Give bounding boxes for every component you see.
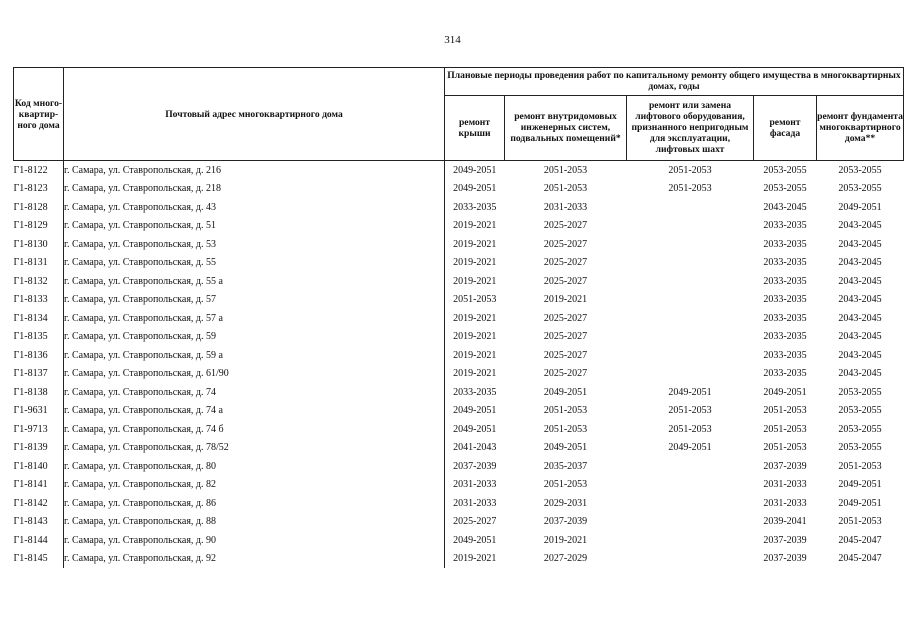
cell-code: Г1-8128 — [14, 198, 64, 217]
cell-facade: 2037-2039 — [763, 460, 807, 472]
cell-roof: 2019-2021 — [453, 349, 497, 361]
cell-code: Г1-8138 — [14, 383, 64, 402]
cell-code: Г1-9713 — [14, 420, 64, 439]
cell-foundation: 2043-2045 — [838, 257, 882, 269]
cell-roof: 2049-2051 — [453, 405, 497, 417]
cell-code: Г1-8134 — [14, 309, 64, 328]
cell-code: Г1-8123 — [14, 180, 64, 199]
header-elevator: ремонт или замена лифтового оборудования, признанного непригодным для эксплуатации, лифтовых шахт — [627, 95, 754, 160]
cell-address: г. Самара, ул. Ставропольская, д. 86 — [64, 494, 445, 513]
cell-systems: 2049-2051 — [543, 386, 588, 398]
table-row — [14, 402, 904, 421]
cell-facade: 2051-2053 — [763, 442, 807, 454]
cell-code: Г1-8144 — [14, 531, 64, 550]
cell-address: г. Самара, ул. Ставропольская, д. 57 — [64, 291, 445, 310]
header-systems: ремонт внутридомовых инженерных систем, подвальных помещений* — [505, 95, 627, 160]
cell-address: г. Самара, ул. Ставропольская, д. 82 — [64, 476, 445, 495]
header-code: Код много-квартир-ного дома — [14, 68, 64, 161]
cell-address: г. Самара, ул. Ставропольская, д. 90 — [64, 531, 445, 550]
cell-address: г. Самара, ул. Ставропольская, д. 88 — [64, 513, 445, 532]
cell-facade: 2031-2033 — [763, 479, 807, 491]
table-row — [14, 365, 904, 384]
cell-roof: 2019-2021 — [453, 238, 497, 250]
cell-systems: 2025-2027 — [543, 312, 588, 324]
cell-code: Г1-8133 — [14, 291, 64, 310]
table-row — [14, 383, 904, 402]
cell-foundation: 2043-2045 — [838, 294, 882, 306]
page-number: 314 — [444, 34, 461, 46]
cell-code: Г1-8132 — [14, 272, 64, 291]
header-periods: Плановые периоды проведения работ по капитальному ремонту общего имущества в многоквартирных домах, годы — [445, 68, 904, 96]
cell-elevator — [627, 235, 754, 254]
cell-systems: 2025-2027 — [543, 331, 588, 343]
table-row — [14, 531, 904, 550]
cell-code: Г1-8131 — [14, 254, 64, 273]
cell-elevator — [627, 457, 754, 476]
cell-facade: 2053-2055 — [763, 164, 807, 176]
cell-elevator: 2049-2051 — [668, 386, 712, 398]
table-row — [14, 346, 904, 365]
cell-code: Г1-8142 — [14, 494, 64, 513]
cell-roof: 2025-2027 — [453, 516, 497, 528]
cell-elevator — [627, 198, 754, 217]
cell-systems: 2019-2021 — [543, 534, 588, 546]
cell-systems: 2025-2027 — [543, 220, 588, 232]
table-row — [14, 235, 904, 254]
cell-code: Г1-8141 — [14, 476, 64, 495]
cell-systems: 2025-2027 — [543, 238, 588, 250]
table-row — [14, 217, 904, 236]
cell-foundation: 2045-2047 — [838, 534, 882, 546]
cell-code: Г1-8140 — [14, 457, 64, 476]
cell-code: Г1-8145 — [14, 550, 64, 569]
cell-elevator — [627, 550, 754, 569]
cell-foundation: 2043-2045 — [838, 312, 882, 324]
cell-facade: 2037-2039 — [763, 534, 807, 546]
cell-foundation: 2043-2045 — [838, 331, 882, 343]
table-row — [14, 272, 904, 291]
cell-roof: 2031-2033 — [453, 497, 497, 509]
cell-foundation: 2051-2053 — [838, 460, 882, 472]
cell-roof: 2049-2051 — [453, 183, 497, 195]
header-roof: ремонт крыши — [445, 95, 505, 160]
cell-elevator — [627, 494, 754, 513]
cell-elevator — [627, 365, 754, 384]
cell-code: Г1-8135 — [14, 328, 64, 347]
cell-elevator — [627, 531, 754, 550]
cell-roof: 2049-2051 — [453, 534, 497, 546]
cell-elevator — [627, 346, 754, 365]
cell-systems: 2051-2053 — [543, 479, 588, 491]
cell-elevator: 2051-2053 — [668, 423, 712, 435]
cell-facade: 2033-2035 — [763, 275, 807, 287]
cell-facade: 2043-2045 — [763, 201, 807, 213]
cell-code: Г1-8130 — [14, 235, 64, 254]
cell-systems: 2051-2053 — [543, 183, 588, 195]
header-foundation: ремонт фундамента многоквартирного дома** — [817, 95, 904, 160]
cell-roof: 2049-2051 — [453, 164, 497, 176]
cell-roof: 2033-2035 — [453, 386, 497, 398]
cell-elevator — [627, 217, 754, 236]
cell-address: г. Самара, ул. Ставропольская, д. 74 а — [64, 402, 445, 421]
cell-systems: 2031-2033 — [543, 201, 588, 213]
cell-foundation: 2049-2051 — [838, 479, 882, 491]
table-row — [14, 180, 904, 199]
cell-facade: 2033-2035 — [763, 220, 807, 232]
cell-roof: 2019-2021 — [453, 275, 497, 287]
cell-roof: 2019-2021 — [453, 312, 497, 324]
header-facade: ремонт фасада — [754, 95, 817, 160]
cell-foundation: 2043-2045 — [838, 238, 882, 250]
cell-systems: 2019-2021 — [543, 294, 588, 306]
table-row — [14, 198, 904, 217]
cell-code: Г1-9631 — [14, 402, 64, 421]
cell-address: г. Самара, ул. Ставропольская, д. 61/90 — [64, 365, 445, 384]
cell-facade: 2033-2035 — [763, 331, 807, 343]
cell-foundation: 2053-2055 — [838, 442, 882, 454]
cell-systems: 2025-2027 — [543, 368, 588, 380]
cell-elevator — [627, 291, 754, 310]
cell-systems: 2035-2037 — [543, 460, 588, 472]
header-address: Почтовый адрес многоквартирного дома — [64, 68, 445, 161]
cell-address: г. Самара, ул. Ставропольская, д. 74 б — [64, 420, 445, 439]
cell-code: Г1-8139 — [14, 439, 64, 458]
cell-foundation: 2053-2055 — [838, 183, 882, 195]
cell-elevator — [627, 328, 754, 347]
cell-roof: 2033-2035 — [453, 201, 497, 213]
cell-address: г. Самара, ул. Ставропольская, д. 78/52 — [64, 439, 445, 458]
cell-code: Г1-8122 — [14, 161, 64, 180]
cell-roof: 2019-2021 — [453, 368, 497, 380]
cell-facade: 2033-2035 — [763, 257, 807, 269]
table-row — [14, 494, 904, 513]
cell-foundation: 2043-2045 — [838, 349, 882, 361]
cell-systems: 2037-2039 — [543, 516, 588, 528]
cell-facade: 2031-2033 — [763, 497, 807, 509]
cell-facade: 2033-2035 — [763, 238, 807, 250]
cell-elevator: 2051-2053 — [668, 183, 712, 195]
cell-roof: 2031-2033 — [453, 479, 497, 491]
cell-foundation: 2051-2053 — [838, 516, 882, 528]
cell-address: г. Самара, ул. Ставропольская, д. 55 а — [64, 272, 445, 291]
cell-elevator: 2051-2053 — [668, 164, 712, 176]
cell-foundation: 2043-2045 — [838, 368, 882, 380]
cell-systems: 2025-2027 — [543, 349, 588, 361]
cell-foundation: 2049-2051 — [838, 201, 882, 213]
cell-roof: 2049-2051 — [453, 423, 497, 435]
cell-address: г. Самара, ул. Ставропольская, д. 59 — [64, 328, 445, 347]
cell-roof: 2037-2039 — [453, 460, 497, 472]
table-body — [14, 161, 904, 569]
cell-foundation: 2053-2055 — [838, 386, 882, 398]
cell-roof: 2019-2021 — [453, 220, 497, 232]
cell-address: г. Самара, ул. Ставропольская, д. 92 — [64, 550, 445, 569]
cell-systems: 2025-2027 — [543, 257, 588, 269]
cell-code: Г1-8143 — [14, 513, 64, 532]
table-row — [14, 309, 904, 328]
cell-address: г. Самара, ул. Ставропольская, д. 57 а — [64, 309, 445, 328]
cell-foundation: 2053-2055 — [838, 423, 882, 435]
cell-foundation: 2049-2051 — [838, 497, 882, 509]
table-row — [14, 291, 904, 310]
cell-address: г. Самара, ул. Ставропольская, д. 51 — [64, 217, 445, 236]
cell-elevator — [627, 476, 754, 495]
cell-systems: 2049-2051 — [543, 442, 588, 454]
cell-systems: 2029-2031 — [543, 497, 588, 509]
cell-address: г. Самара, ул. Ставропольская, д. 216 — [64, 161, 445, 180]
cell-facade: 2051-2053 — [763, 423, 807, 435]
cell-elevator: 2049-2051 — [668, 442, 712, 454]
cell-facade: 2053-2055 — [763, 183, 807, 195]
cell-facade: 2049-2051 — [763, 386, 807, 398]
cell-elevator — [627, 513, 754, 532]
cell-roof: 2041-2043 — [453, 442, 497, 454]
cell-systems: 2051-2053 — [543, 405, 588, 417]
table-row — [14, 328, 904, 347]
cell-address: г. Самара, ул. Ставропольская, д. 59 а — [64, 346, 445, 365]
cell-facade: 2037-2039 — [763, 553, 807, 565]
cell-address: г. Самара, ул. Ставропольская, д. 53 — [64, 235, 445, 254]
cell-roof: 2019-2021 — [453, 331, 497, 343]
cell-foundation: 2043-2045 — [838, 275, 882, 287]
cell-elevator — [627, 254, 754, 273]
cell-foundation: 2053-2055 — [838, 405, 882, 417]
cell-elevator — [627, 272, 754, 291]
cell-facade: 2033-2035 — [763, 368, 807, 380]
cell-facade: 2033-2035 — [763, 349, 807, 361]
cell-elevator — [627, 309, 754, 328]
table-row — [14, 254, 904, 273]
cell-code: Г1-8137 — [14, 365, 64, 384]
cell-foundation: 2045-2047 — [838, 553, 882, 565]
cell-roof: 2019-2021 — [453, 257, 497, 269]
table-row — [14, 550, 904, 569]
cell-address: г. Самара, ул. Ставропольская, д. 74 — [64, 383, 445, 402]
table-row — [14, 161, 904, 180]
cell-roof: 2019-2021 — [453, 553, 497, 565]
cell-facade: 2033-2035 — [763, 312, 807, 324]
cell-facade: 2033-2035 — [763, 294, 807, 306]
cell-code: Г1-8129 — [14, 217, 64, 236]
table-row — [14, 513, 904, 532]
cell-code: Г1-8136 — [14, 346, 64, 365]
cell-foundation: 2053-2055 — [838, 164, 882, 176]
table-row — [14, 420, 904, 439]
cell-roof: 2051-2053 — [453, 294, 497, 306]
cell-address: г. Самара, ул. Ставропольская, д. 43 — [64, 198, 445, 217]
repair-schedule-table — [13, 67, 904, 568]
cell-facade: 2051-2053 — [763, 405, 807, 417]
cell-address: г. Самара, ул. Ставропольская, д. 55 — [64, 254, 445, 273]
cell-facade: 2039-2041 — [763, 516, 807, 528]
cell-systems: 2051-2053 — [543, 423, 588, 435]
table-row — [14, 476, 904, 495]
cell-address: г. Самара, ул. Ставропольская, д. 218 — [64, 180, 445, 199]
cell-elevator: 2051-2053 — [668, 405, 712, 417]
table-row — [14, 439, 904, 458]
cell-systems: 2051-2053 — [543, 164, 588, 176]
table-row — [14, 457, 904, 476]
cell-systems: 2025-2027 — [543, 275, 588, 287]
cell-foundation: 2043-2045 — [838, 220, 882, 232]
cell-address: г. Самара, ул. Ставропольская, д. 80 — [64, 457, 445, 476]
cell-systems: 2027-2029 — [543, 553, 588, 565]
